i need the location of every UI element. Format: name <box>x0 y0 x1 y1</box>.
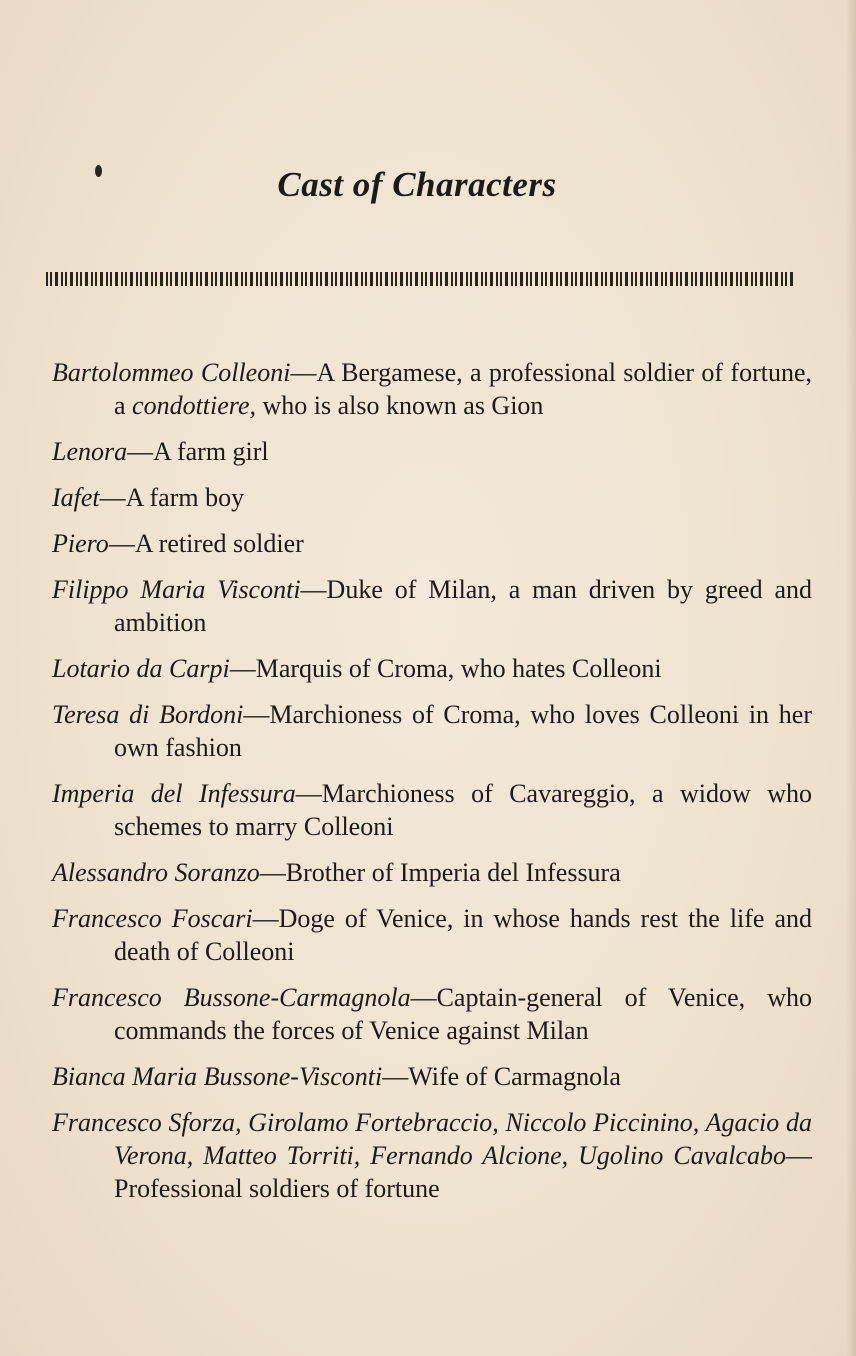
character-description: —A farm boy <box>99 483 245 512</box>
character-description-italic: condottiere, <box>132 391 256 420</box>
character-description: —Marquis of Croma, who hates Colleoni <box>229 654 662 683</box>
cast-entry <box>52 435 812 468</box>
character-description: —Wife of Carmagnola <box>382 1062 621 1091</box>
cast-list <box>52 356 812 1218</box>
character-name: Francesco Bussone-Carmagnola <box>52 983 411 1012</box>
page-title: Cast of Characters <box>277 165 557 204</box>
character-description: —Duke of Milan, a man driven by greed and ambition <box>114 575 812 637</box>
character-description: —Marchioness of Croma, who loves Colleoni in her own fashion <box>114 700 812 762</box>
cast-entry <box>52 902 812 968</box>
character-description: —Brother of Imperia del Infessura <box>259 858 621 887</box>
cast-entry <box>52 356 812 422</box>
character-name: Bartolommeo Colleoni <box>52 358 291 387</box>
character-name: Lenora <box>52 437 128 466</box>
character-name: Lotario da Carpi <box>52 654 230 683</box>
character-description: —Professional soldiers of fortune <box>114 1141 812 1203</box>
character-description-tail: who is also known as Gion <box>256 391 544 420</box>
character-name: Iafet <box>52 483 100 512</box>
character-name: Francesco Foscari <box>52 904 253 933</box>
character-name: Bianca Maria Bussone-Visconti <box>52 1062 383 1091</box>
cast-entry <box>52 652 812 685</box>
decorative-rule <box>46 272 793 286</box>
cast-entry <box>52 981 812 1047</box>
character-name: Imperia del Infessura <box>52 779 296 808</box>
character-name: Filippo Maria Visconti <box>52 575 301 604</box>
character-name: Alessandro Soranzo <box>52 858 260 887</box>
character-name: Teresa di Bordoni <box>52 700 244 729</box>
character-description: —Marchioness of Cavareggio, a widow who schemes to marry Colleoni <box>114 779 813 841</box>
cast-entry <box>52 527 812 560</box>
character-name: Piero <box>52 529 109 558</box>
cast-entry <box>52 777 812 843</box>
cast-entry <box>52 856 812 889</box>
character-description: —A farm girl <box>127 437 269 466</box>
page-edge-shadow <box>846 0 856 1356</box>
cast-entry <box>52 698 812 764</box>
character-description: —A Bergamese, a professional soldier of fortune, a <box>114 358 812 420</box>
cast-entry <box>52 1060 812 1093</box>
character-description: —A retired soldier <box>108 529 304 558</box>
cast-entry <box>52 1106 812 1205</box>
character-description: —Captain-general of Venice, who commands the forces of Venice against Milan <box>114 983 812 1045</box>
cast-entry <box>52 573 812 639</box>
character-name: Francesco Sforza, Girolamo Fortebraccio, Niccolo Piccinino, Agacio da Verona, Matteo Torriti, Fernando Alcione, Ugolino Cavalcabo <box>52 1108 812 1170</box>
cast-entry <box>52 481 812 514</box>
character-description: —Doge of Venice, in whose hands rest the life and death of Colleoni <box>114 904 812 966</box>
